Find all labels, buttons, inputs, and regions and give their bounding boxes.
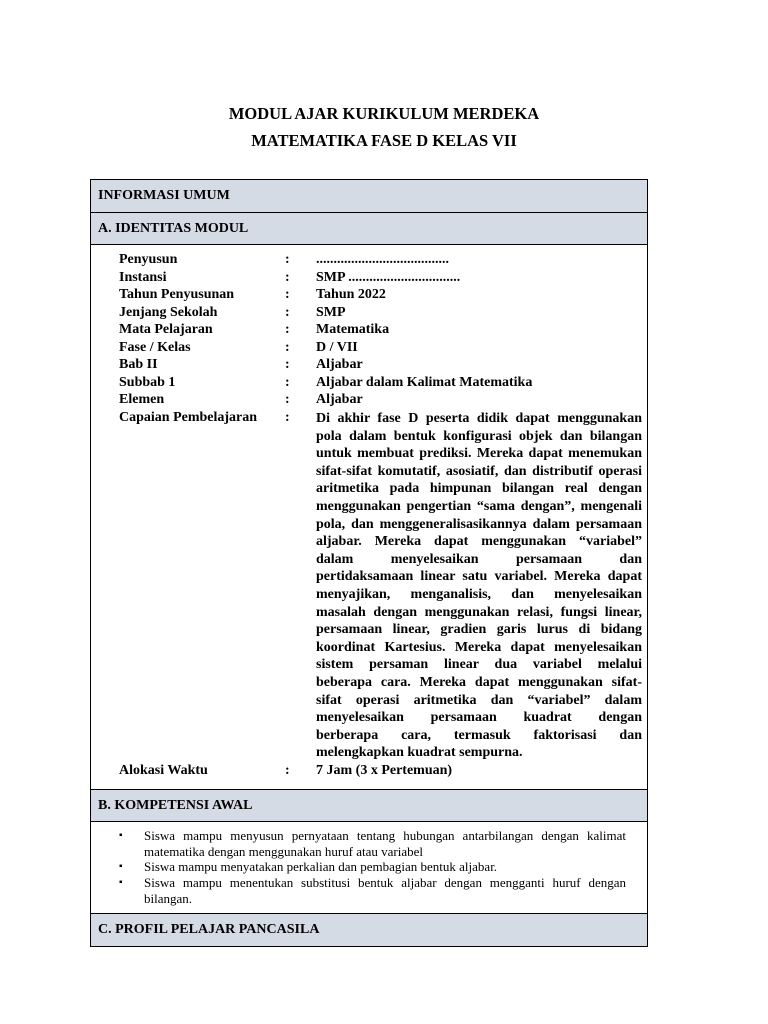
row-colon: : <box>285 763 290 778</box>
row-label: Subbab 1 <box>119 374 176 390</box>
capaian-line: dalam menyelesaikan persamaan dan <box>316 551 642 567</box>
row-colon: : <box>285 269 290 285</box>
capaian-line: menyajikan, menganalisis, dan menyelesaikan <box>316 586 642 602</box>
row-colon: : <box>285 374 290 390</box>
row-label: Jenjang Sekolah <box>119 304 218 320</box>
capaian-line: pola, dan menggeneralisasikannya dalam persamaan <box>316 516 642 532</box>
capaian-line: sistem persaman linear dua variabel melalui <box>316 657 642 673</box>
row-value: D / VII <box>316 339 358 355</box>
row-colon: : <box>285 409 290 425</box>
row-colon: : <box>285 322 290 337</box>
row-label: Penyusun <box>119 252 178 267</box>
section-header-profil-pelajar-pancasila <box>90 913 648 947</box>
row-label: Alokasi Waktu <box>119 763 208 778</box>
document-subtitle: MATEMATIKA FASE D KELAS VII <box>251 131 517 150</box>
row-colon: : <box>285 252 290 267</box>
row-label: Tahun Penyusunan <box>119 287 235 302</box>
capaian-line: berberapa cara, termasuk faktorisasi dan <box>316 727 642 743</box>
capaian-line: sifat-sifat komutatif, asosiatif, dan distributif operasi <box>316 463 642 479</box>
capaian-line: beberapa cara. Mereka dapat menggunakan sifat- <box>316 674 642 690</box>
list-item-text: Siswa mampu menyusun pernyataan tentang hubungan antarbilangan dengan kalimat matematika dengan menggunakan huruf atau variabel <box>144 828 626 859</box>
capaian-line: untuk membuat prediksi. Mereka dapat menemukan <box>316 446 642 462</box>
row-value: ...................................... <box>316 252 449 267</box>
bullet-icon: ▪ <box>119 877 123 888</box>
row-label: Fase / Kelas <box>119 339 191 355</box>
row-colon: : <box>285 392 290 407</box>
capaian-line: aljabar. Mereka dapat menggunakan “variabel” <box>316 534 642 550</box>
row-label: Mata Pelajaran <box>119 322 213 337</box>
capaian-line: Di akhir fase D peserta didik dapat menggunakan <box>316 411 642 426</box>
row-label: Instansi <box>119 269 167 285</box>
capaian-line: persamaan linear, gradien garis lurus di bidang <box>316 622 642 638</box>
row-colon: : <box>285 357 290 372</box>
capaian-line: aritmetika pada himpunan bilangan real dengan <box>316 481 642 497</box>
row-colon: : <box>285 287 290 302</box>
row-colon: : <box>285 339 290 355</box>
document-title: MODUL AJAR KURIKULUM MERDEKA <box>228 104 540 123</box>
row-colon: : <box>285 304 290 320</box>
row-label: Bab II <box>119 357 158 372</box>
section-header-informasi-umum <box>90 179 648 213</box>
capaian-line: melengkapkan kuadrat sempurna. <box>316 745 523 761</box>
list-item-text: Siswa mampu menentukan substitusi bentuk aljabar dengan mengganti huruf dengan bilangan. <box>144 875 626 906</box>
section-label: B. KOMPETENSI AWAL <box>98 797 253 813</box>
row-value: SMP <box>316 304 346 320</box>
row-value: Tahun 2022 <box>316 287 386 302</box>
bullet-icon: ▪ <box>119 861 123 872</box>
capaian-line: menggunakan pengertian “sama dengan”, mengenali <box>316 498 642 514</box>
row-value: 7 Jam (3 x Pertemuan) <box>316 763 453 778</box>
capaian-line: sifat operasi aritmetika dan “variabel” dalam <box>316 692 642 708</box>
list-item-text: Siswa mampu menyatakan perkalian dan pembagian bentuk aljabar. <box>144 859 498 874</box>
row-value: Aljabar dalam Kalimat Matematika <box>316 374 533 390</box>
capaian-line: pola dalam bentuk konfigurasi objek dan bilangan <box>316 428 642 444</box>
row-value: Aljabar <box>316 392 363 407</box>
row-label: Capaian Pembelajaran <box>119 409 258 425</box>
row-label: Elemen <box>119 392 165 407</box>
bullet-icon: ▪ <box>119 830 123 841</box>
capaian-line: pertidaksamaan linear satu variabel. Mereka dapat <box>316 569 642 585</box>
section-label: INFORMASI UMUM <box>98 188 230 203</box>
section-label: C. PROFIL PELAJAR PANCASILA <box>98 922 320 937</box>
capaian-pembelajaran-text <box>316 410 642 762</box>
capaian-line: masalah dengan menggunakan relasi, fungsi linear, <box>316 604 642 620</box>
section-header-identitas-modul <box>90 212 648 245</box>
row-value: SMP ................................ <box>316 269 461 285</box>
capaian-line: koordinat Kartesius. Mereka dapat menyelesaikan <box>316 639 642 655</box>
section-header-kompetensi-awal <box>90 789 648 822</box>
capaian-line: menyelesaikan persamaan kuadrat dengan <box>316 710 642 726</box>
row-value: Matematika <box>316 322 390 337</box>
row-value: Aljabar <box>316 357 363 372</box>
section-label: A. IDENTITAS MODUL <box>98 220 249 236</box>
